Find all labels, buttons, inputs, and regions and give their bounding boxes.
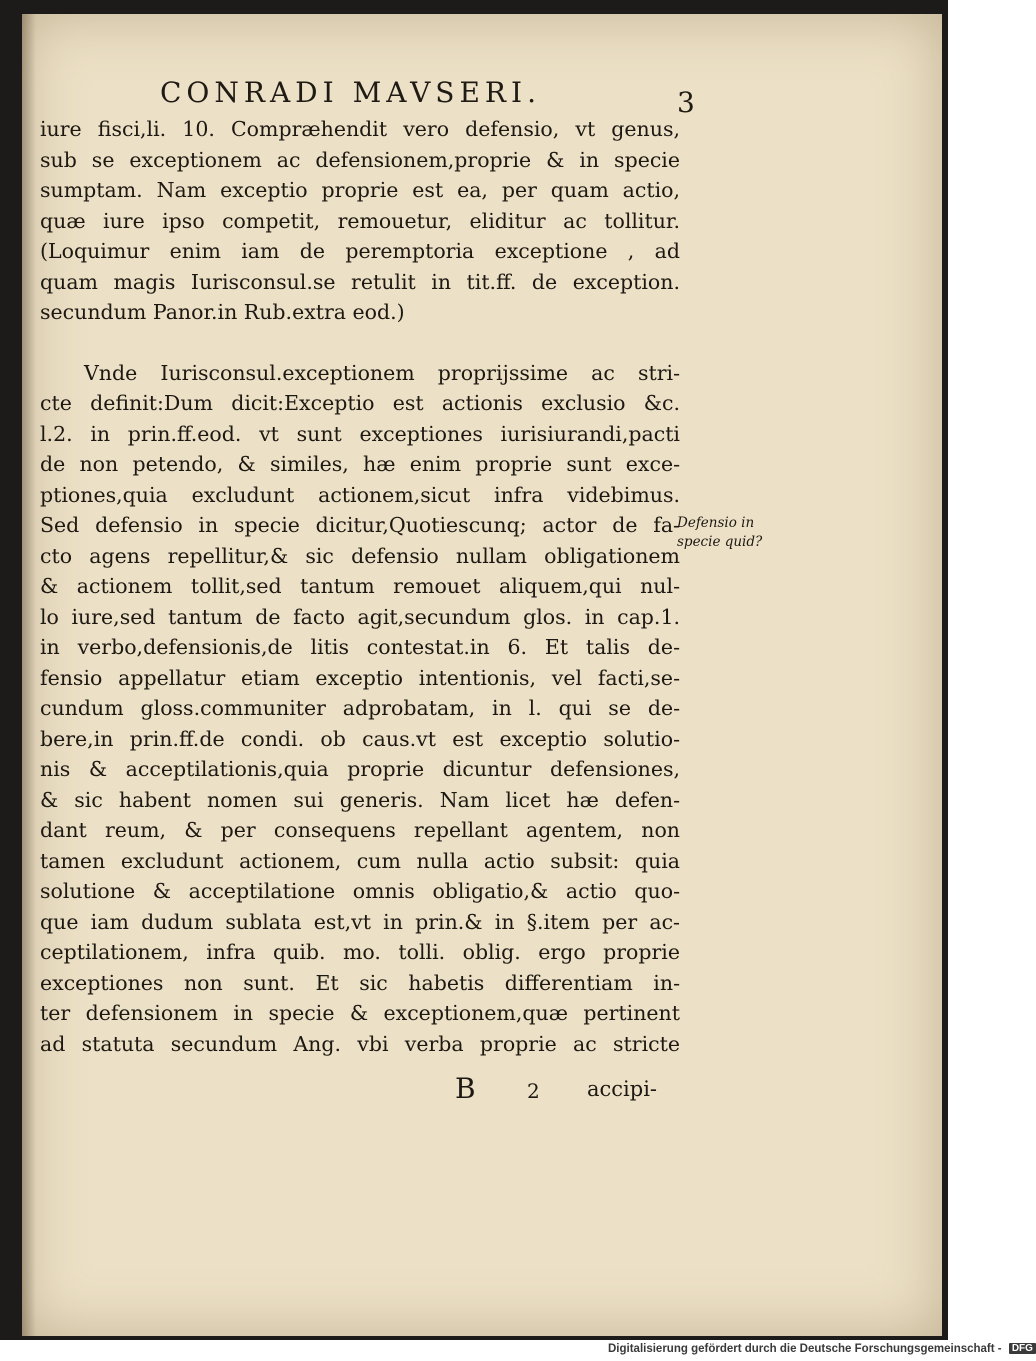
text-line: quæ iure ipso competit, remouetur, eliditur ac tollitur. [40,208,680,233]
signature-mark: B [455,1072,476,1105]
footer-credit [608,1343,1036,1355]
text-line: exceptiones non sunt. Et sic habetis differentiam in- [40,970,680,995]
text-line: sumptam. Nam exceptio proprie est ea, per quam actio, [40,178,680,202]
footer-text: Digitalisierung gefördert durch die Deutsche Forschungsgemeinschaft - [608,1343,1002,1355]
text-line: Vnde Iurisconsul.exceptionem proprijssime ac stri- [84,360,680,385]
running-title: CONRADI MAVSERI. [160,76,541,109]
text-line: cte definit:Dum dicit:Exceptio est actionis exclusio &c. [40,391,680,415]
text-line: & sic habent nomen sui generis. Nam licet hæ defen- [40,787,680,812]
text-line: ceptilationem, infra quib. mo. tolli. oblig. ergo proprie [40,940,680,964]
text-line: (Loquimur enim iam de peremptoria exceptione , ad [40,239,680,263]
book-page [22,14,942,1336]
text-line: l.2. in prin.ff.eod. vt sunt exceptiones iurisiurandi,pacti [40,421,680,446]
text-line: nis & acceptilationis,quia proprie dicuntur defensiones, [40,757,680,781]
marginal-note-line: specie quid? [677,534,763,550]
text-line: iure fisci,li. 10. Compræhendit vero defensio, vt genus, [40,117,680,141]
text-line: ter defensionem in specie & exceptionem,quæ pertinent [40,1001,680,1025]
text-line: tamen excludunt actionem, cum nulla actio subsit: quia [40,848,680,873]
text-line: quam magis Iurisconsul.se retulit in tit.ff. de exception. [40,269,680,294]
text-line: fensio appellatur etiam exceptio intentionis, vel facti,se- [40,665,680,690]
signature-number: 2 [527,1079,540,1103]
page-number: 3 [677,86,695,119]
body-text [40,114,680,1059]
text-line: secundum Panor.in Rub.extra eod.) [40,300,405,324]
text-line: de non petendo, & similes, hæ enim proprie sunt exce- [40,452,680,476]
text-line: Sed defensio in specie dicitur,Quotiescunq; actor de fa- [40,513,680,537]
marginal-note-line: Defensio in [677,515,755,531]
text-line: bere,in prin.ff.de condi. ob caus.vt est exceptio solutio- [40,726,680,751]
text-line: que iam dudum sublata est,vt in prin.& in §.item per ac- [40,909,680,934]
text-line: cundum gloss.communiter adprobatam, in l. qui se de- [40,696,680,720]
text-line: sub se exceptionem ac defensionem,proprie & in specie [40,147,680,172]
text-line: & actionem tollit,sed tantum remouet aliquem,qui nul- [40,574,680,598]
text-line: ptiones,quia excludunt actionem,sicut infra videbimus. [40,482,680,507]
marginal-note [677,514,807,552]
text-line: dant reum, & per consequens repellant agentem, non [40,818,680,842]
dfg-logo: DFG [1009,1343,1036,1354]
text-line: solutione & acceptilatione omnis obligatio,& actio quo- [40,879,680,903]
text-line: cto agens repellitur,& sic defensio nullam obligationem [40,543,680,568]
text-line: in verbo,defensionis,de litis contestat.in 6. Et talis de- [40,635,680,659]
text-line: ad statuta secundum Ang. vbi verba proprie ac stricte [40,1031,680,1056]
text-line: lo iure,sed tantum de facto agit,secundum glos. in cap.1. [40,604,680,629]
catchword: accipi- [587,1077,658,1101]
paragraph-gap [40,328,680,358]
